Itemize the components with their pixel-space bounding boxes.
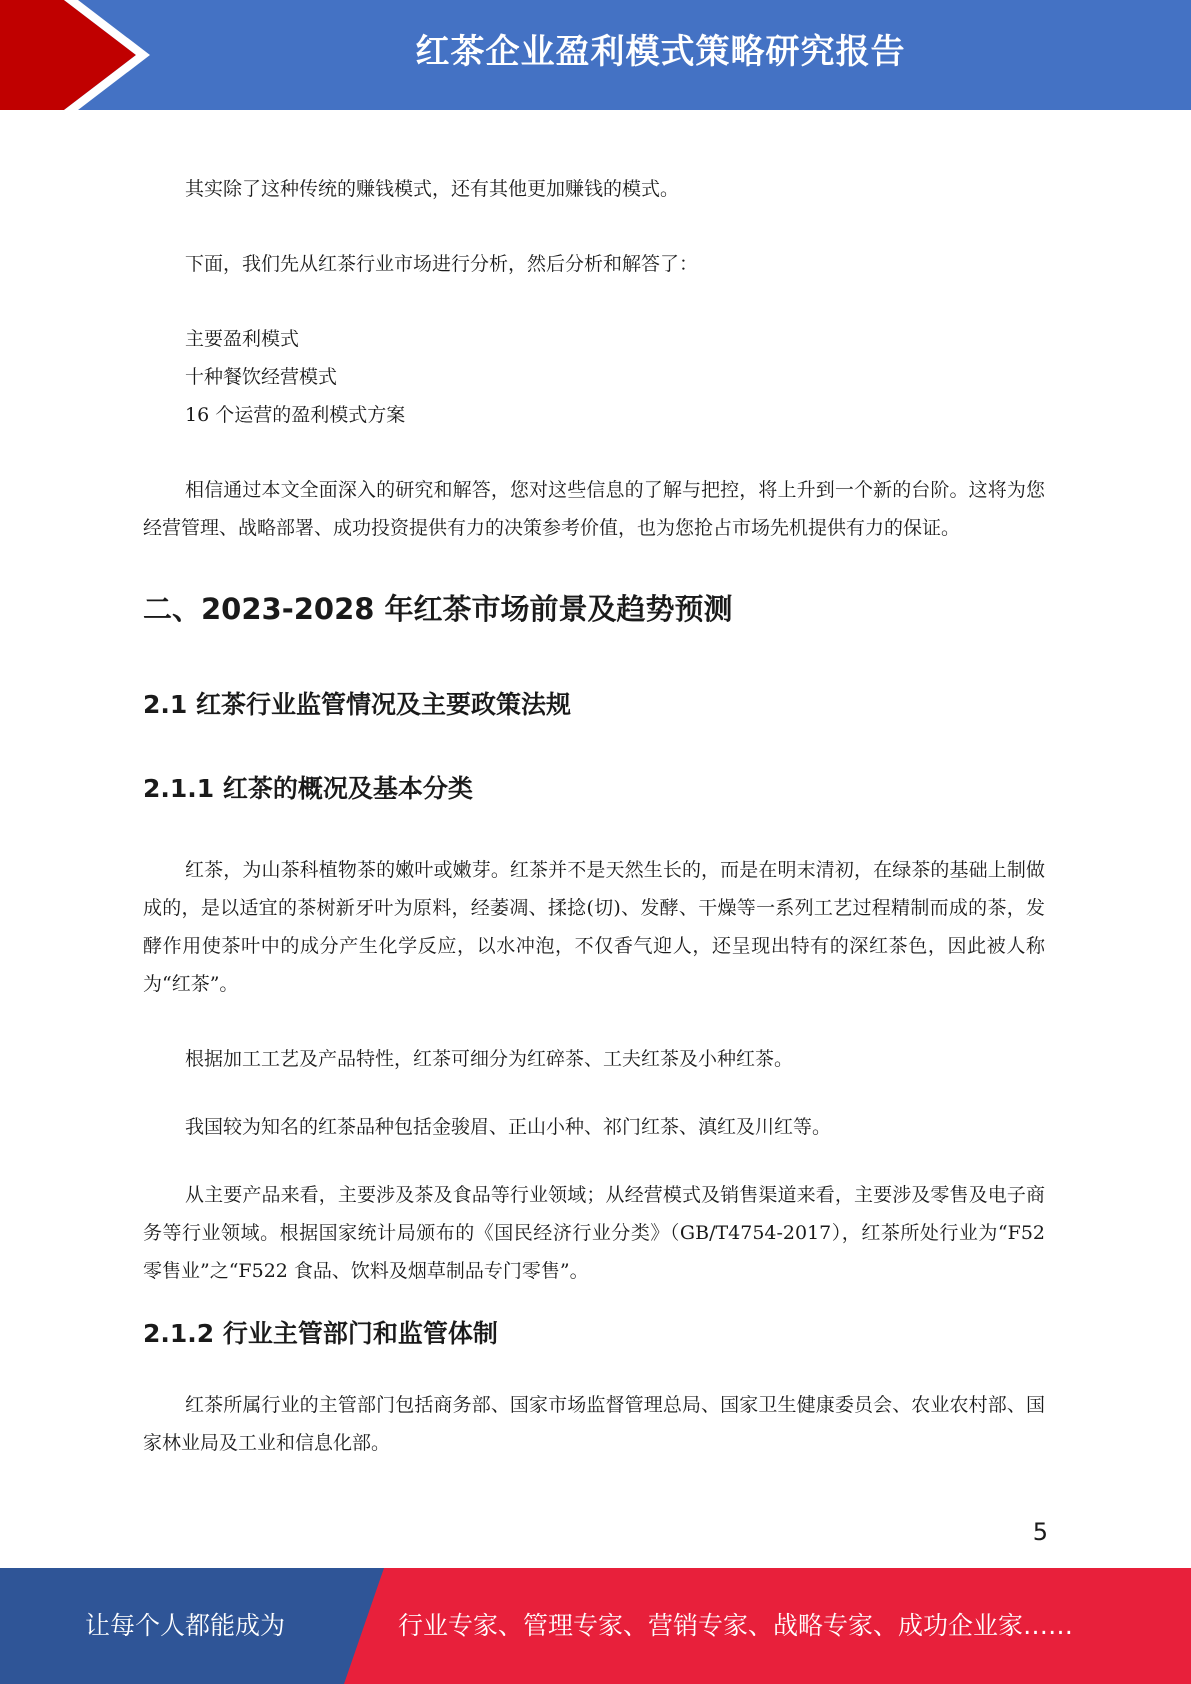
section-2-heading: 二、2023-2028 年红茶市场前景及趋势预测 <box>143 592 733 626</box>
intro-paragraph-1: 其实除了这种传统的赚钱模式，还有其他更加赚钱的模式。 <box>185 178 680 200</box>
header-chevron-decoration <box>0 0 160 110</box>
section-2-1-2-heading: 2.1.2 行业主管部门和监管体制 <box>143 1319 498 1348</box>
header-title: 红茶企业盈利模式策略研究报告 <box>415 32 906 72</box>
s211-paragraph-4: 从主要产品来看，主要涉及茶及食品等行业领域；从经营模式及销售渠道来看，主要涉及零售及电子商务等行业领域。根据国家统计局颁布的《国民经济行业分类》（GB/T4754-2017），红茶所处行业为“F52 零售业”之“F522 食品、饮料及烟草制品专门零售”。 <box>143 1184 1045 1282</box>
document-body <box>143 170 1045 1462</box>
footer-slogan-right: 行业专家、管理专家、营销专家、战略专家、成功企业家…… <box>398 1611 1074 1640</box>
page-header <box>0 0 1191 110</box>
intro-paragraph-3: 相信通过本文全面深入的研究和解答，您对这些信息的了解与把控，将上升到一个新的台阶。这将为您经营管理、战略部署、成功投资提供有力的决策参考价值，也为您抢占市场先机提供有力的保证。 <box>143 479 1045 539</box>
section-2-1-heading: 2.1 红茶行业监管情况及主要政策法规 <box>143 690 571 719</box>
s211-paragraph-3: 我国较为知名的红茶品种包括金骏眉、正山小种、祁门红茶、滇红及川红等。 <box>185 1116 832 1138</box>
section-2-1-1-heading: 2.1.1 红茶的概况及基本分类 <box>143 774 473 803</box>
list-item: 十种餐饮经营模式 <box>185 366 338 388</box>
intro-paragraph-2: 下面，我们先从红茶行业市场进行分析，然后分析和解答了： <box>185 253 699 275</box>
analysis-list <box>143 320 1045 434</box>
s211-paragraph-1: 红茶，为山茶科植物茶的嫩叶或嫩芽。红茶并不是天然生长的，而是在明末清初，在绿茶的基础上制做成的，是以适宜的茶树新牙叶为原料，经萎凋、揉捻(切)、发酵、干燥等一系列工艺过程精制而成的茶，发酵作用使茶叶中的成分产生化学反应，以水冲泡，不仅香气迎人，还呈现出特有的深红茶色，因此被人称为“红茶”。 <box>143 859 1045 995</box>
list-item: 16 个运营的盈利模式方案 <box>185 404 406 426</box>
s212-paragraph-1: 红茶所属行业的主管部门包括商务部、国家市场监督管理总局、国家卫生健康委员会、农业农村部、国家林业局及工业和信息化部。 <box>143 1394 1045 1454</box>
footer-slogan-left: 让每个人都能成为 <box>84 1611 285 1640</box>
s211-paragraph-2: 根据加工工艺及产品特性，红茶可细分为红碎茶、工夫红茶及小种红茶。 <box>185 1048 794 1070</box>
list-item: 主要盈利模式 <box>185 328 300 350</box>
page-number: 5 <box>1032 1518 1048 1546</box>
page-footer <box>0 1568 1191 1684</box>
